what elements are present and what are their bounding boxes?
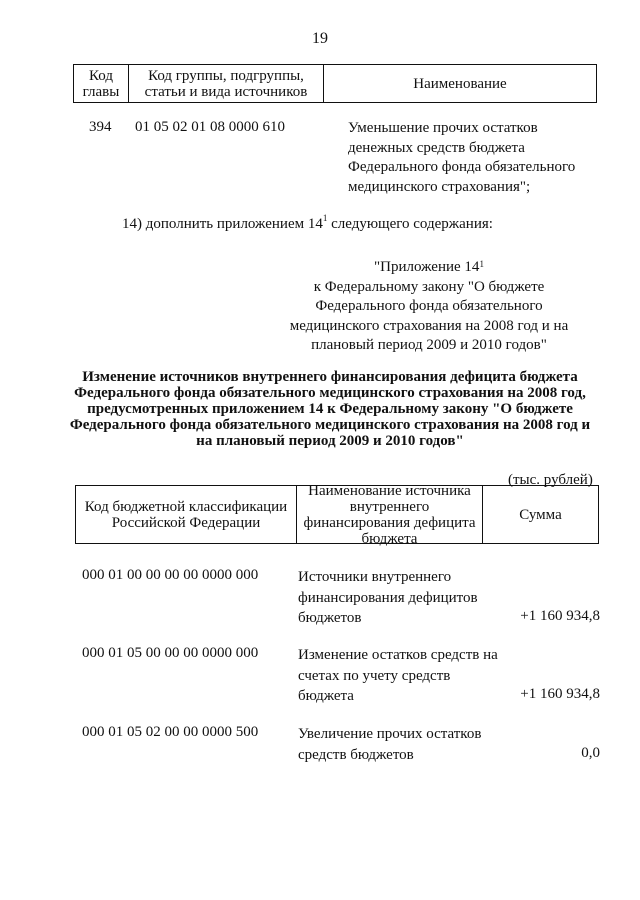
document-heading: Изменение источников внутреннего финансирования дефицита бюджета Федерального фонда обязательного медицинского страхования на 2008 год, предусмотренных приложением 14 к Федеральному закону "О бюджете Федерального фонда обязательного медицинского страхования на 2008 год и на плановый период 2009 и 2010 годов": [69, 369, 591, 449]
row-source-name: Уменьшение прочих остатков денежных средств бюджета Федерального фонда обязательного медицинского страхования";: [348, 120, 576, 195]
amendment-prefix: 14) дополнить приложением 14: [122, 216, 323, 232]
header-name: Наименование: [413, 75, 507, 92]
table-row-amount: +1 160 934,8: [520, 608, 600, 624]
row-source-code: 01 05 02 01 08 0000 610: [135, 119, 285, 135]
table-row-code: 000 01 00 00 00 00 0000 000: [82, 567, 259, 583]
annex-caption: [270, 258, 588, 356]
header-budget-code: Код бюджетной классификации Российской Федерации: [76, 486, 297, 543]
table-row-name: Источники внутреннего финансирования дефицитов бюджетов: [298, 569, 478, 626]
financing-table-header: [75, 482, 599, 547]
table-row-name: Увеличение прочих остатков средств бюджетов: [298, 726, 482, 763]
amendment-suffix: следующего содержания:: [327, 216, 493, 232]
amendment-superscript: 1: [322, 213, 328, 223]
annex-body: к Федеральному закону "О бюджете Федерального фонда обязательного медицинского страхования на 2008 год и на плановый период 2009 и 2010 годов": [289, 278, 569, 353]
annex-superscript: 1: [479, 259, 484, 269]
sources-table-header: [73, 64, 597, 103]
units-note: (тыс. рублей): [508, 472, 593, 488]
annex-title: [270, 258, 588, 278]
annex-title-text: "Приложение 14: [374, 259, 480, 275]
page-number: 19: [312, 30, 328, 47]
header-source-name: Наименование источника внутреннего финансирования дефицита бюджета: [297, 486, 483, 543]
table-row-code: 000 01 05 02 00 00 0000 500: [82, 724, 259, 740]
row-chapter-code: 394: [89, 119, 112, 135]
header-chapter-code: Код главы: [74, 65, 129, 102]
table-row-code: 000 01 05 00 00 00 0000 000: [82, 645, 259, 661]
table-row-name: Изменение остатков средств на счетах по учету средств бюджета: [298, 647, 498, 704]
amendment-line: [122, 213, 493, 233]
table-row-amount: +1 160 934,8: [520, 686, 600, 702]
table-row-amount: 0,0: [581, 745, 600, 761]
header-amount: Сумма: [519, 506, 562, 523]
header-group-code: Код группы, подгруппы, статьи и вида источников: [129, 65, 324, 102]
